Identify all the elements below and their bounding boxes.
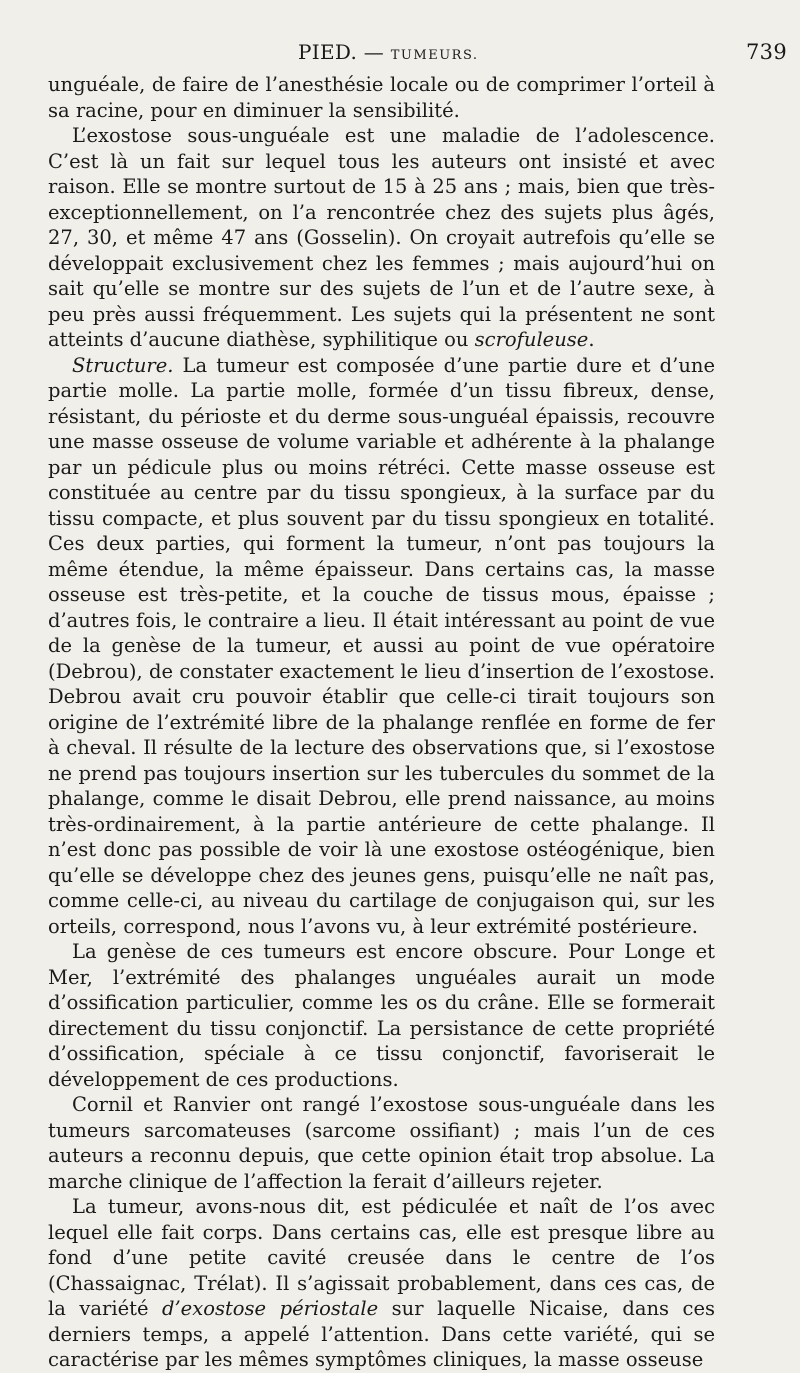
paragraph — [48, 72, 715, 123]
title-dash: — — [357, 40, 391, 64]
paragraph — [48, 353, 715, 940]
italic-text: d’exostose périostale — [162, 1297, 379, 1320]
paragraph — [48, 1092, 715, 1194]
paragraph — [48, 1194, 715, 1373]
body-text — [48, 72, 715, 1373]
paragraph — [48, 939, 715, 1092]
paragraph-text: Cornil et Ranvier ont rangé l’exostose sous-unguéale dans les tumeurs sarcomateuses (sarcome ossifiant) ; mais l’un de ces auteurs a reconnu depuis, que cette opinion était trop absolue. La marche clinique de l’affection la ferait d’ailleurs rejeter. — [48, 1093, 715, 1193]
paragraph-text: unguéale, de faire de l’anesthésie locale ou de comprimer l’orteil à sa racine, pour en diminuer la sensibilité. — [48, 73, 715, 122]
running-head — [48, 34, 787, 72]
running-title — [298, 40, 479, 64]
italic-text: scrofuleuse — [474, 328, 589, 351]
paragraph — [48, 123, 715, 353]
paragraph-text: La genèse de ces tumeurs est encore obscure. Pour Longe et Mer, l’extrémité des phalanges unguéales aurait un mode d’ossification particulier, comme les os du crâne. Elle se formerait directement du tissu conjonctif. La persistance de cette propriété d’ossification, spéciale à ce tissu conjonctif, favoriserait le développement de ces productions. — [48, 940, 715, 1091]
paragraph-text: L’exostose sous-unguéale est une maladie de l’adolescence. C’est là un fait sur lequel tous les auteurs ont insisté et avec raison. Elle se montre surtout de 15 à 25 ans ; mais, bien que très-exceptionnellement, on l’a rencontrée chez des sujets plus âgés, 27, 30, et même 47 ans (Gosselin). On croyait autrefois qu’elle se développait exclusivement chez les femmes ; mais aujourd’hui on sait qu’elle se montre sur des sujets de l’un et de l’autre sexe, à peu près aussi fréquemment. Les sujets qui la présentent ne sont atteints d’aucune diathèse, syphilitique ou — [48, 124, 715, 351]
italic-text: Structure. — [72, 353, 174, 377]
page-number: 739 — [746, 40, 787, 64]
subsection-title: TUMEURS. — [390, 48, 479, 63]
paragraph-text: La tumeur est composée d’une partie dure et d’une partie molle. La partie molle, formée d’un tissu fibreux, dense, résistant, du périoste et du derme sous-unguéal épaissis, recouvre une masse osseuse de volume variable et adhérente à la phalange par un pédicule plus ou moins rétréci. Cette masse osseuse est constituée au centre par du tissu spongieux, à la surface par du tissu compacte, et plus souvent par du tissu spongieux en totalité. Ces deux parties, qui forment la tumeur, n’ont pas toujours la même étendue, la même épaisseur. Dans certains cas, la masse osseuse est très-petite, et la couche de tissus mous, épaisse ; d’autres fois, le contraire a lieu. Il était intéressant au point de vue de la genèse de la tumeur, et aussi au point de vue opératoire (Debrou), de constater exactement le lieu d’insertion de l’exostose. Debrou avait cru pouvoir établir que celle-ci tirait toujours son origine de l’extrémité libre de la phalange renflée en forme de fer à cheval. Il résulte de la lecture des observations que, si l’exostose ne prend pas toujours insertion sur les tubercules du sommet de la phalange, comme le disait Debrou, elle prend naissance, au moins très-ordinairement, à la partie antérieure de cette phalange. Il n’est donc pas possible de voir là une exostose ostéogénique, bien qu’elle se développe chez des jeunes gens, puisqu’elle ne naît pas, comme celle-ci, au niveau du cartilage de conjugaison qui, sur les orteils, correspond, nous l’avons vu, à leur extrémité postérieure. — [48, 353, 715, 938]
section-title: PIED. — [298, 40, 358, 64]
paragraph-text: La tumeur, avons-nous dit, est pédiculée et naît de l’os avec lequel elle fait corps. Dans certains cas, elle est presque libre au fond d’une petite cavité creusée dans le centre de l’os (Chassaignac, Trélat). Il s’agissait probablement, dans ces cas, de la variété — [48, 1195, 715, 1320]
paragraph-text: . — [588, 328, 595, 351]
paragraph-text: sur laquelle Nicaise, dans ces derniers temps, a appelé l’attention. Dans cette variété, qui se caractérise par les mêmes symptômes cliniques, la masse osseuse — [48, 1297, 716, 1371]
